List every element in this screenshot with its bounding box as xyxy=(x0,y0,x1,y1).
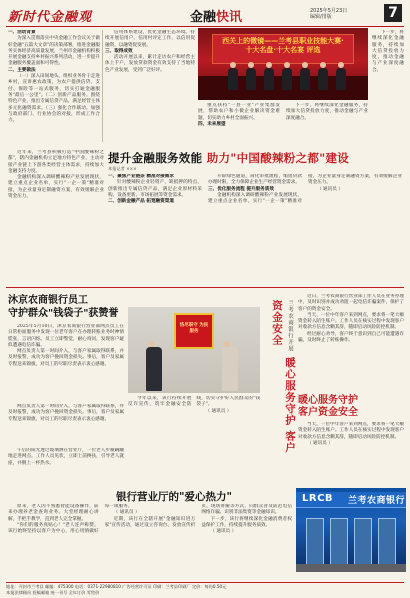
col1-subhead-2: 二、主要做法 xyxy=(8,67,36,73)
paper-logo: 新时代金融观 xyxy=(8,10,93,25)
award-photo xyxy=(128,307,260,393)
person-figure xyxy=(228,68,238,90)
bank-branch-photo xyxy=(296,488,406,572)
article2-title-line2: 守护群众"钱袋子"获赞誉 xyxy=(8,308,119,319)
article3-paragraph-2: 当天，一位中年客户来到网点，要求将一笔大额资金转入陌生账户。工作人员在核实过程中发现客户对收款方信息含糊其辞，随即启动风险防控机制。 xyxy=(298,312,404,331)
article2-col-b xyxy=(128,396,260,440)
article1-body xyxy=(108,174,402,284)
article-top-col2 xyxy=(105,30,195,142)
article1-subhead-3: 三、优化服务流程 提升服务质效 xyxy=(208,186,274,192)
article4-body xyxy=(8,504,292,578)
section-divider xyxy=(6,287,404,288)
col1-paragraph-1: 为深入贯彻落实中央金融工作会议关于做好金融"五篇大文章"的决策部署，推进金融服务实体经济高质量发展，兰州市金融机构积极开展金融支持乡村振兴系列活动，进一步提升金融服务覆盖面和可得性。 xyxy=(8,36,100,67)
stage-banner-text: 西关上的微镜——兰考县职业技能大赛·十大名盘·十大名宴 评选 xyxy=(222,37,344,54)
branch-door xyxy=(306,518,324,566)
article2-paragraph-3: 今年以来，该行持续开展反诈宣传，筑牢金融安全防线，切实守护好人民群众的"钱袋子"。 xyxy=(128,396,260,408)
right-paragraph-2: 下一步，将继续深化金融服务，持续加大信贷投放力度，推动金融与产业深度融合。 xyxy=(286,103,368,121)
award-plaque xyxy=(174,313,214,349)
bank-sign-cn: 兰考农商银行 xyxy=(348,496,406,506)
article-top-right-text xyxy=(198,103,368,143)
bank-sign xyxy=(296,492,406,508)
right-paragraph-1: 重点扶持"一县一业"产业集群发展，帮助农户和小微企业解决资金难题，切实助力乡村全面振兴。 xyxy=(198,103,280,121)
article3-body-2 xyxy=(298,422,404,484)
branch-door xyxy=(330,518,348,566)
red-head-line1: 暖心服务守护 xyxy=(298,395,358,406)
article4-col-a xyxy=(8,448,124,486)
col2-paragraph-2: 活动开展以来，累计走访农户和经营主体上千户，发放贷款资金有效支持了当地特色产业发展，受到广泛好评。 xyxy=(105,55,195,73)
masthead-rule xyxy=(6,26,404,27)
footer-line2: 本报法律顾问 投稿邮箱 统一刊号 全年订价 零售价 xyxy=(6,590,100,595)
article3-paragraph-3: 经过耐心劝导，客户终于意识到自己可能遭遇诈骗，及时终止了转账操作。 xyxy=(298,331,404,344)
article1-paragraph-1: 近年来，兰考县积极打造"中国酸辣粉之都"，辖内金融机构立足地方特色产业，主动对接产业链上下游各类经营主体需求，持续加大金融支持力度。 xyxy=(8,150,104,174)
person-figure xyxy=(246,68,256,90)
branch-door xyxy=(378,518,396,566)
person-figure xyxy=(318,68,328,90)
article5-paragraph-1: 近期，该行在全辖开展"金融知识进万家"宣传活动，通过设立咨询台、发放宣传折页、现场讲解等方式，向群众普及防范电信网络诈骗、识别非法集资等金融知识。 xyxy=(104,504,292,528)
col2-subhead: 三、取得成效 xyxy=(105,48,133,54)
col1-subhead-1: 一、活动背景 xyxy=(8,30,36,35)
section-prefix: 金融 xyxy=(190,10,217,25)
article3-title-line2: 客户资金安全 xyxy=(271,300,296,454)
event-stage-photo xyxy=(198,28,368,100)
article3-red-headline xyxy=(298,395,406,419)
issue-info xyxy=(310,8,347,20)
article1-paragraph-4: 开辟绿色通道，简化审批流程，缩短贷款办理时限，全力保障企业生产经营资金需求。 xyxy=(208,174,302,186)
masthead xyxy=(6,4,404,26)
article3-vertical-headline xyxy=(262,300,296,460)
article2-col-a xyxy=(8,324,124,400)
article1-paragraph-2b: 金融机构深入调研酸辣粉产业发展现状，建立重点企业名单，实行"一企一策"精准对接，为企业量身定制融资方案，有效缓解企业资金压力。 xyxy=(208,174,402,205)
branch-door xyxy=(354,518,372,566)
article4-credit: （ 通讯员 ） xyxy=(113,510,140,516)
headline-part-2: 助力"中国酸辣粉之都"建设 xyxy=(206,151,350,165)
main-headline xyxy=(108,150,398,166)
article3-body xyxy=(298,294,404,392)
issue-date: 2025年5月23日 xyxy=(310,8,348,14)
right-subhead: 四、未来展望 xyxy=(198,121,226,127)
footer-line1: 地址：开封市兰考县 邮编：475300 电话：0371-22980810 广告经营许可证 印刷：兰考县印刷厂 定价：每份0.50元 xyxy=(6,584,227,589)
article2-credit: （ 通讯员 ） xyxy=(205,408,232,414)
page-footer xyxy=(6,582,404,596)
article1-subhead-2: 二、创新金融产品 拓宽融资渠道 xyxy=(108,199,174,205)
person-figure xyxy=(222,347,238,391)
col1-paragraph-2: （一）深入田间地头。组织业务骨干走进乡村，宣讲惠农政策，为农户提供信贷、支付、保险等一站式服务，切实打通金融服务"最后一公里"。（二）创新产品服务。围绕特色产业，推出专属信贷产品，满足经营主体多元化融资需求。（三）强化合作联动。加强与政府部门、行业协会的对接，形成工作合力。 xyxy=(8,74,100,124)
article2-title-line1: 沐京农商银行员工 xyxy=(8,295,88,306)
article2-col-c xyxy=(8,404,124,444)
article4-paragraph-1: 午后的阳光透过玻璃洒在营业厅，一位老人步履蹒跚地走进网点。工作人员见状，立即上前搀扶，引导老人就座，并倒上一杯热水。 xyxy=(8,448,124,466)
headline-part-1: 提升金融服务效能 xyxy=(108,151,203,165)
plaque-text: 恪尽职守 为民服务 xyxy=(179,323,209,334)
section-suffix: 快讯 xyxy=(216,10,243,25)
person-figure xyxy=(146,347,162,391)
headline-byline: 本报记者 ××× xyxy=(108,166,137,171)
branch-floor xyxy=(296,564,406,572)
bank-sign-en: LRCB xyxy=(302,493,334,504)
red-head-line2: 客户资金安全 xyxy=(298,407,358,418)
article1-subhead-1: 一、聚焦产业链条 精准对接需求 xyxy=(108,174,174,179)
article1-credit: （ 通讯员 ） xyxy=(317,186,343,192)
far-right-paragraph: 下一步，将继续深化金融服务，持续加大信贷投放力度，推动金融与产业深度融合。 xyxy=(372,30,404,73)
article-top-far-right xyxy=(372,30,404,143)
column-divider xyxy=(102,30,103,142)
article2-paragraph-2b: 网点负责人第一时间介入，与客户家属取得联系，并及时报警，成功为客户挽回资金损失。事后，客户及家属专程送来锦旗，对员工的尽职尽责表示衷心感谢。 xyxy=(8,404,124,422)
article2-paragraph-1: 2025年5月10日，沐京农商银行营业部网点员工在日常柜面服务中发现一位老年客户在办理转账业务时神情慌张，言语闪烁。员工立即警觉，耐心询问，发现客户疑似遭遇电信诈骗。 xyxy=(8,324,124,348)
article4-paragraph-3: "你们的服务真贴心！"老人连声称赞。该行始终坚持以客户为中心，用心用情做好每一项服务。 xyxy=(8,504,133,535)
article1-col-a xyxy=(8,150,104,282)
person-figure xyxy=(300,68,310,90)
issue-editor: 编辑/排版 xyxy=(310,14,332,20)
article3-paragraph-1: 近日，兰考农商银行营业部工作人员在业务办理中，及时识别并成功劝阻一起电信诈骗案件，保护了客户的资金安全。 xyxy=(298,294,404,312)
article3-paragraph-2b: 当天，一位中年客户来到网点，要求将一笔大额资金转入陌生账户。工作人员在核实过程中发现客户对收款方信息含糊其辞，随即启动风险防控机制。 xyxy=(298,422,404,440)
article5-paragraph-2: 下一步，该行将继续深化金融消费者权益保护工作，持续提升服务质效。 xyxy=(201,516,292,528)
article4-headline: 银行营业厅的"爱心热力" xyxy=(116,491,232,503)
page-number: 7 xyxy=(384,4,402,22)
article-top-col1 xyxy=(8,30,100,142)
article4-paragraph-2: 原来，老人因不熟悉智能设备操作，前来办理养老金查询业务。大堂经理耐心讲解，手把手教学，直到老人完全掌握。 xyxy=(8,504,99,522)
section-name xyxy=(190,6,242,25)
article5-credit: （ 通讯员 ） xyxy=(210,529,237,535)
article3-title-line1: 暖心服务守护 xyxy=(284,356,296,426)
person-figure xyxy=(264,68,274,90)
article1-paragraph-3: 针对酸辣粉企业轻资产、缺抵押的特点，创新推出专属信贷产品，满足企业原材料采购、设备更新、市场拓展等资金需求。 xyxy=(108,180,202,198)
article1-paragraph-2: 金融机构深入调研酸辣粉产业发展现状，建立重点企业名单，实行"一企一策"精准对接，为企业量身定制融资方案，有效缓解企业资金压力。 xyxy=(8,175,104,200)
article3-kicker: 兰考农商银行开展 xyxy=(287,300,293,352)
col2-paragraph-1: 信用体系建设，优化金融生态环境。持续开展信用户、信用村评定工作，以信用促融资，以融资促发展。 xyxy=(105,30,195,48)
person-figure xyxy=(336,68,346,90)
article3-credit: （ 通讯员 ） xyxy=(307,440,333,446)
article2-paragraph-2: 网点负责人第一时间介入，与客户家属取得联系，并及时报警，成功为客户挽回资金损失。事后，客户及家属专程送来锦旗，对员工的尽职尽责表示衷心感谢。 xyxy=(8,349,124,367)
person-figure xyxy=(282,68,292,90)
